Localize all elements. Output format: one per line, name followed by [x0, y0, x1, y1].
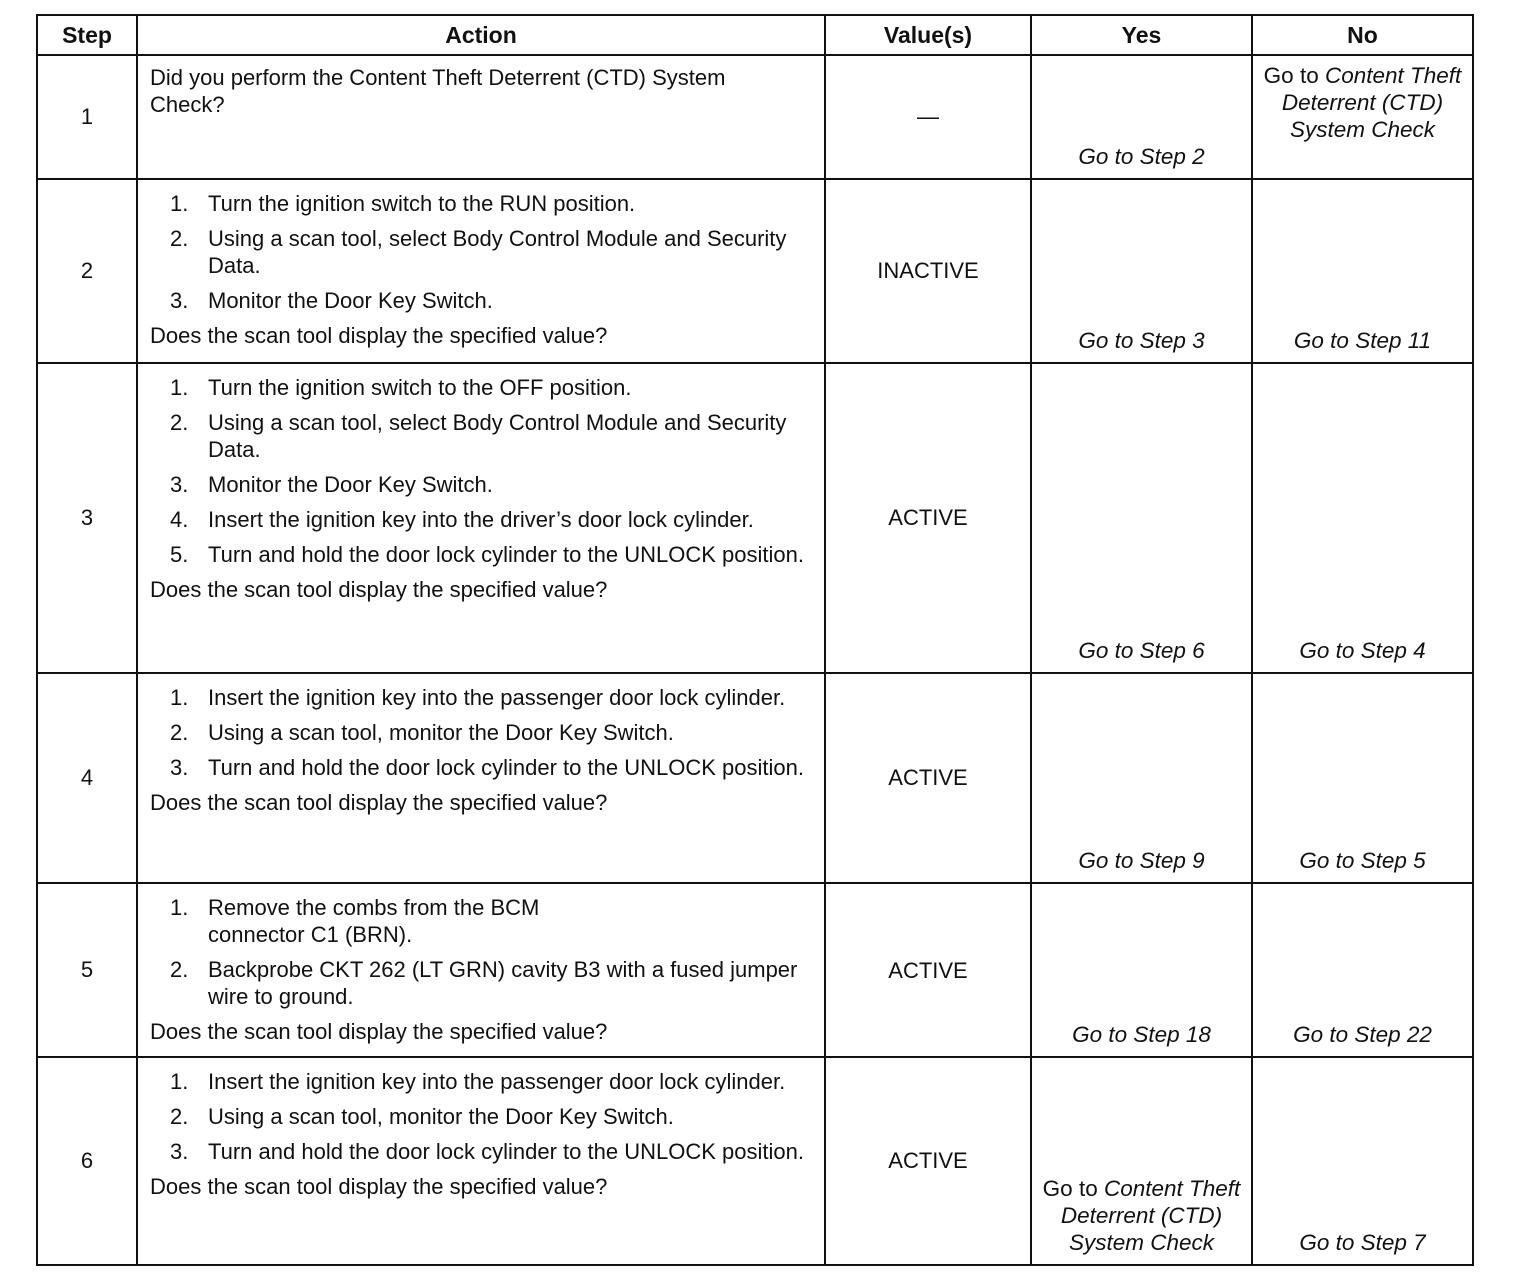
- action-step: 1. Turn the ignition switch to the OFF position.: [170, 375, 632, 400]
- action-cell: [137, 883, 825, 1057]
- table-row-step-2: [37, 179, 1473, 363]
- action-step: 5. Turn and hold the door lock cylinder to the UNLOCK position.: [170, 542, 804, 567]
- action-question: Does the scan tool display the specified value?: [150, 1174, 608, 1199]
- table-row-step-3: [37, 363, 1473, 673]
- action-step: 2. Using a scan tool, monitor the Door Key Switch.: [170, 720, 674, 745]
- action-step: 4. Insert the ignition key into the driver’s door lock cylinder.: [170, 507, 754, 532]
- action-steps: [150, 680, 816, 781]
- action-step: 2. Using a scan tool, select Body Control Module and Security Data.: [170, 410, 787, 462]
- header-no: No: [1252, 15, 1473, 55]
- no-link[interactable]: Content Theft Deterrent (CTD) System Check: [1281, 63, 1462, 142]
- value-cell: ACTIVE: [825, 673, 1031, 883]
- yes-cell[interactable]: Go to Step 6: [1031, 363, 1252, 673]
- diagnostic-table: [36, 14, 1474, 1266]
- action-steps: [150, 1064, 816, 1165]
- step-number: 4: [37, 673, 137, 883]
- action-step: 1. Remove the combs from the BCM connector C1 (BRN).: [170, 895, 540, 947]
- action-text: Did you perform the Content Theft Deterrent (CTD) System Check?: [150, 65, 726, 117]
- no-cell[interactable]: [1252, 55, 1473, 179]
- table-row-step-6: [37, 1057, 1473, 1265]
- action-question: Does the scan tool display the specified value?: [150, 1019, 608, 1044]
- yes-cell[interactable]: Go to Step 18: [1031, 883, 1252, 1057]
- action-step: 2. Using a scan tool, monitor the Door Key Switch.: [170, 1104, 674, 1129]
- value-cell: ACTIVE: [825, 1057, 1031, 1265]
- value-cell: ACTIVE: [825, 883, 1031, 1057]
- action-step: 2. Using a scan tool, select Body Control Module and Security Data.: [170, 226, 787, 278]
- yes-cell[interactable]: Go to Step 9: [1031, 673, 1252, 883]
- action-step: 1. Turn the ignition switch to the RUN position.: [170, 191, 636, 216]
- yes-cell[interactable]: [1031, 1057, 1252, 1265]
- no-cell[interactable]: Go to Step 7: [1252, 1057, 1473, 1265]
- action-steps: [150, 186, 816, 314]
- header-row: [37, 15, 1473, 55]
- action-steps: [150, 370, 816, 568]
- no-cell[interactable]: Go to Step 5: [1252, 673, 1473, 883]
- action-step: 3. Monitor the Door Key Switch.: [170, 288, 493, 313]
- action-steps: [150, 890, 816, 1010]
- value-cell: ACTIVE: [825, 363, 1031, 673]
- value-cell: INACTIVE: [825, 179, 1031, 363]
- no-cell[interactable]: Go to Step 22: [1252, 883, 1473, 1057]
- step-number: 2: [37, 179, 137, 363]
- action-question: Does the scan tool display the specified value?: [150, 323, 608, 348]
- action-step: 2. Backprobe CKT 262 (LT GRN) cavity B3 with a fused jumper wire to ground.: [170, 957, 798, 1009]
- no-cell[interactable]: Go to Step 11: [1252, 179, 1473, 363]
- action-cell: [137, 363, 825, 673]
- step-number: 3: [37, 363, 137, 673]
- step-number: 6: [37, 1057, 137, 1265]
- yes-link[interactable]: Content Theft Deterrent (CTD) System Check: [1060, 1176, 1241, 1255]
- action-cell: [137, 673, 825, 883]
- no-cell[interactable]: Go to Step 4: [1252, 363, 1473, 673]
- step-number: 1: [37, 55, 137, 179]
- yes-prefix: Go to: [1042, 1176, 1098, 1201]
- action-cell: [137, 55, 825, 179]
- table-row-step-4: [37, 673, 1473, 883]
- header-step: Step: [37, 15, 137, 55]
- action-cell: [137, 179, 825, 363]
- action-step: 1. Insert the ignition key into the passenger door lock cylinder.: [170, 685, 786, 710]
- action-step: 3. Turn and hold the door lock cylinder to the UNLOCK position.: [170, 1139, 804, 1164]
- action-step: 1. Insert the ignition key into the passenger door lock cylinder.: [170, 1069, 786, 1094]
- action-cell: [137, 1057, 825, 1265]
- action-question: Does the scan tool display the specified value?: [150, 790, 608, 815]
- table-row-step-1: [37, 55, 1473, 179]
- header-values: Value(s): [825, 15, 1031, 55]
- yes-cell[interactable]: Go to Step 2: [1031, 55, 1252, 179]
- header-yes: Yes: [1031, 15, 1252, 55]
- no-prefix: Go to: [1263, 63, 1319, 88]
- action-question: Does the scan tool display the specified value?: [150, 577, 608, 602]
- action-step: 3. Turn and hold the door lock cylinder to the UNLOCK position.: [170, 755, 804, 780]
- action-step: 3. Monitor the Door Key Switch.: [170, 472, 493, 497]
- yes-cell[interactable]: Go to Step 3: [1031, 179, 1252, 363]
- table-row-step-5: [37, 883, 1473, 1057]
- step-number: 5: [37, 883, 137, 1057]
- header-action: Action: [137, 15, 825, 55]
- value-cell: —: [825, 55, 1031, 179]
